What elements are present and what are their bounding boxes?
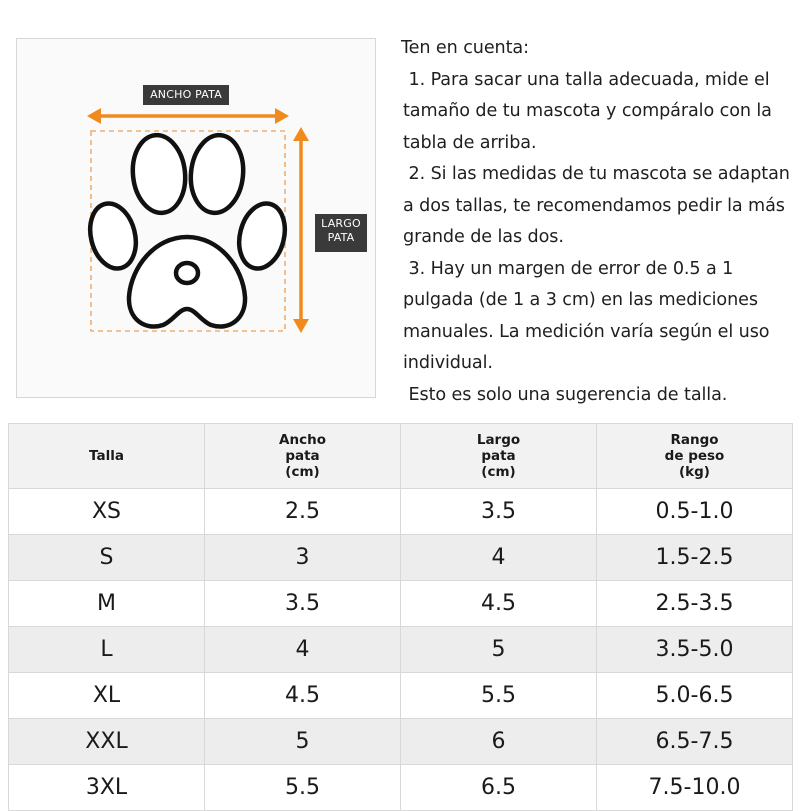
header-line: (cm) xyxy=(481,464,516,480)
size-cell: XS xyxy=(9,489,205,535)
size-cell: L xyxy=(9,627,205,673)
paw-measurement-diagram xyxy=(16,38,376,398)
length-cell: 5 xyxy=(401,627,597,673)
length-label-line1: LARGO xyxy=(321,217,361,230)
paw-icon xyxy=(84,132,292,326)
header-line: (cm) xyxy=(285,464,320,480)
weight-cell: 3.5-5.0 xyxy=(597,627,793,673)
size-cell: XXL xyxy=(9,719,205,765)
header-line: pata xyxy=(481,448,516,464)
size-cell: M xyxy=(9,581,205,627)
table-row xyxy=(9,489,793,535)
width-cell: 4 xyxy=(205,627,401,673)
header-line: (kg) xyxy=(679,464,710,480)
size-cell: XL xyxy=(9,673,205,719)
weight-cell: 7.5-10.0 xyxy=(597,765,793,811)
sizing-notes xyxy=(401,33,797,411)
notes-footer-text: Esto es solo una sugerencia de talla. xyxy=(408,384,728,405)
table-row xyxy=(9,581,793,627)
toe-pad-left-outer xyxy=(84,199,143,274)
header-talla-line: Talla xyxy=(89,448,124,464)
length-cell: 5.5 xyxy=(401,673,597,719)
note-item-3 xyxy=(401,254,797,380)
width-cell: 2.5 xyxy=(205,489,401,535)
table-row xyxy=(9,719,793,765)
header-line: pata xyxy=(285,448,320,464)
note-item-2-text: 2. Si las medidas de tu mascota se adaptan a dos tallas, te recomendamos pedir la más grande de las dos. xyxy=(403,164,790,247)
length-label-line2: PATA xyxy=(327,231,355,244)
weight-cell: 6.5-7.5 xyxy=(597,719,793,765)
width-arrow xyxy=(87,108,289,124)
length-cell: 4.5 xyxy=(401,581,597,627)
note-item-2 xyxy=(401,159,797,254)
length-arrow xyxy=(293,127,309,333)
header-ancho-pata xyxy=(205,424,401,489)
size-cell: S xyxy=(9,535,205,581)
length-cell: 4 xyxy=(401,535,597,581)
width-cell: 3.5 xyxy=(205,581,401,627)
length-cell: 6.5 xyxy=(401,765,597,811)
header-rango-peso xyxy=(597,424,793,489)
size-cell: 3XL xyxy=(9,765,205,811)
table-row xyxy=(9,535,793,581)
toe-pad-right-inner xyxy=(187,132,247,215)
width-cell: 5 xyxy=(205,719,401,765)
weight-cell: 0.5-1.0 xyxy=(597,489,793,535)
header-largo-pata xyxy=(401,424,597,489)
header-line: Rango xyxy=(670,432,719,448)
header-line: Largo xyxy=(476,432,521,448)
size-chart-table xyxy=(8,423,793,811)
toe-pad-right-outer xyxy=(233,199,292,274)
header-line: de peso xyxy=(664,448,725,464)
header-line: Ancho xyxy=(279,432,326,448)
length-label xyxy=(315,214,367,252)
weight-cell: 5.0-6.5 xyxy=(597,673,793,719)
weight-cell: 1.5-2.5 xyxy=(597,535,793,581)
note-item-1 xyxy=(401,65,797,160)
inner-pad-mark xyxy=(176,263,198,283)
table-header-row xyxy=(9,424,793,489)
length-cell: 6 xyxy=(401,719,597,765)
width-cell: 3 xyxy=(205,535,401,581)
width-cell: 5.5 xyxy=(205,765,401,811)
note-item-3-text: 3. Hay un margen de error de 0.5 a 1 pulgada (de 1 a 3 cm) en las mediciones manuales. La medición varía según el uso individual. xyxy=(403,258,770,373)
weight-cell: 2.5-3.5 xyxy=(597,581,793,627)
toe-pad-left-inner xyxy=(129,132,189,215)
width-cell: 4.5 xyxy=(205,673,401,719)
length-cell: 3.5 xyxy=(401,489,597,535)
notes-heading: Ten en cuenta: xyxy=(401,38,529,58)
width-label: ANCHO PATA xyxy=(143,85,229,105)
header-talla xyxy=(9,424,205,489)
note-item-1-text: 1. Para sacar una talla adecuada, mide el tamaño de tu mascota y compáralo con la tabla de arriba. xyxy=(403,69,772,153)
table-row xyxy=(9,673,793,719)
table-row xyxy=(9,627,793,673)
table-row xyxy=(9,765,793,811)
notes-footer xyxy=(401,380,797,412)
